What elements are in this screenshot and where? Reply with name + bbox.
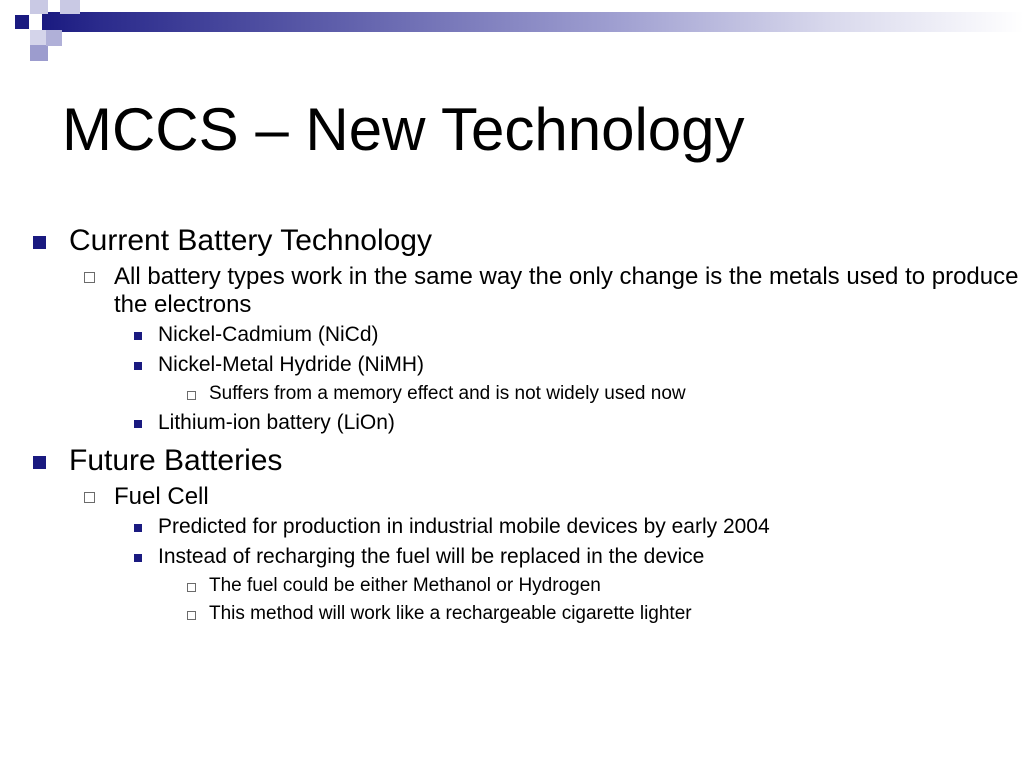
sub-bullet-fuel-cell (0, 483, 1024, 511)
sub-sub-bullet-nicd (0, 320, 1024, 350)
square-bullet-icon (134, 420, 142, 428)
bullet-text: The fuel could be either Methanol or Hydrogen (209, 575, 601, 596)
slide-title: MCCS – New Technology (62, 96, 745, 163)
bullet-text: All battery types work in the same way the only change is the metals used to produce the electrons (114, 263, 1019, 318)
bullet-text: Nickel-Cadmium (NiCd) (158, 323, 379, 346)
bullet-text: Nickel-Metal Hydride (NiMH) (158, 353, 425, 376)
square-bullet-icon (134, 332, 142, 340)
sub-bullet-battery-types (0, 263, 1024, 319)
header-square (30, 0, 48, 14)
bullet-text: Future Batteries (69, 444, 283, 477)
bullet-text: Fuel Cell (114, 483, 209, 510)
hollow-square-bullet-icon (187, 391, 196, 400)
detail-bullet-memory-effect (0, 380, 1024, 408)
header-square (30, 45, 48, 61)
header-square (46, 30, 62, 46)
detail-bullet-fuel-type (0, 572, 1024, 600)
bullet-text: Predicted for production in industrial mobile devices by early 2004 (158, 515, 770, 538)
square-bullet-icon (134, 362, 142, 370)
sub-sub-bullet-lion (0, 408, 1024, 438)
square-bullet-icon (134, 524, 142, 532)
hollow-square-bullet-icon (84, 272, 95, 283)
header-square (60, 0, 80, 14)
bullet-text: Current Battery Technology (69, 224, 432, 257)
header-square-dark (12, 12, 32, 32)
detail-bullet-cigarette-lighter (0, 600, 1024, 628)
hollow-square-bullet-icon (187, 583, 196, 592)
bullet-text: Suffers from a memory effect and is not widely used now (209, 383, 686, 404)
bullet-future-batteries (0, 442, 1024, 480)
header-gradient-bar (42, 12, 1024, 32)
sub-sub-bullet-recharging (0, 542, 1024, 572)
bullet-text: Lithium-ion battery (LiOn) (158, 411, 395, 434)
square-bullet-icon (134, 554, 142, 562)
square-bullet-icon (33, 236, 46, 249)
bullet-text: This method will work like a rechargeable cigarette lighter (209, 603, 692, 624)
hollow-square-bullet-icon (187, 611, 196, 620)
hollow-square-bullet-icon (84, 492, 95, 503)
bullet-current-battery-technology (0, 222, 1024, 260)
square-bullet-icon (33, 456, 46, 469)
bullet-text: Instead of recharging the fuel will be replaced in the device (158, 545, 705, 568)
sub-sub-bullet-production (0, 512, 1024, 542)
slide-body (0, 222, 1024, 628)
sub-sub-bullet-nimh (0, 350, 1024, 380)
